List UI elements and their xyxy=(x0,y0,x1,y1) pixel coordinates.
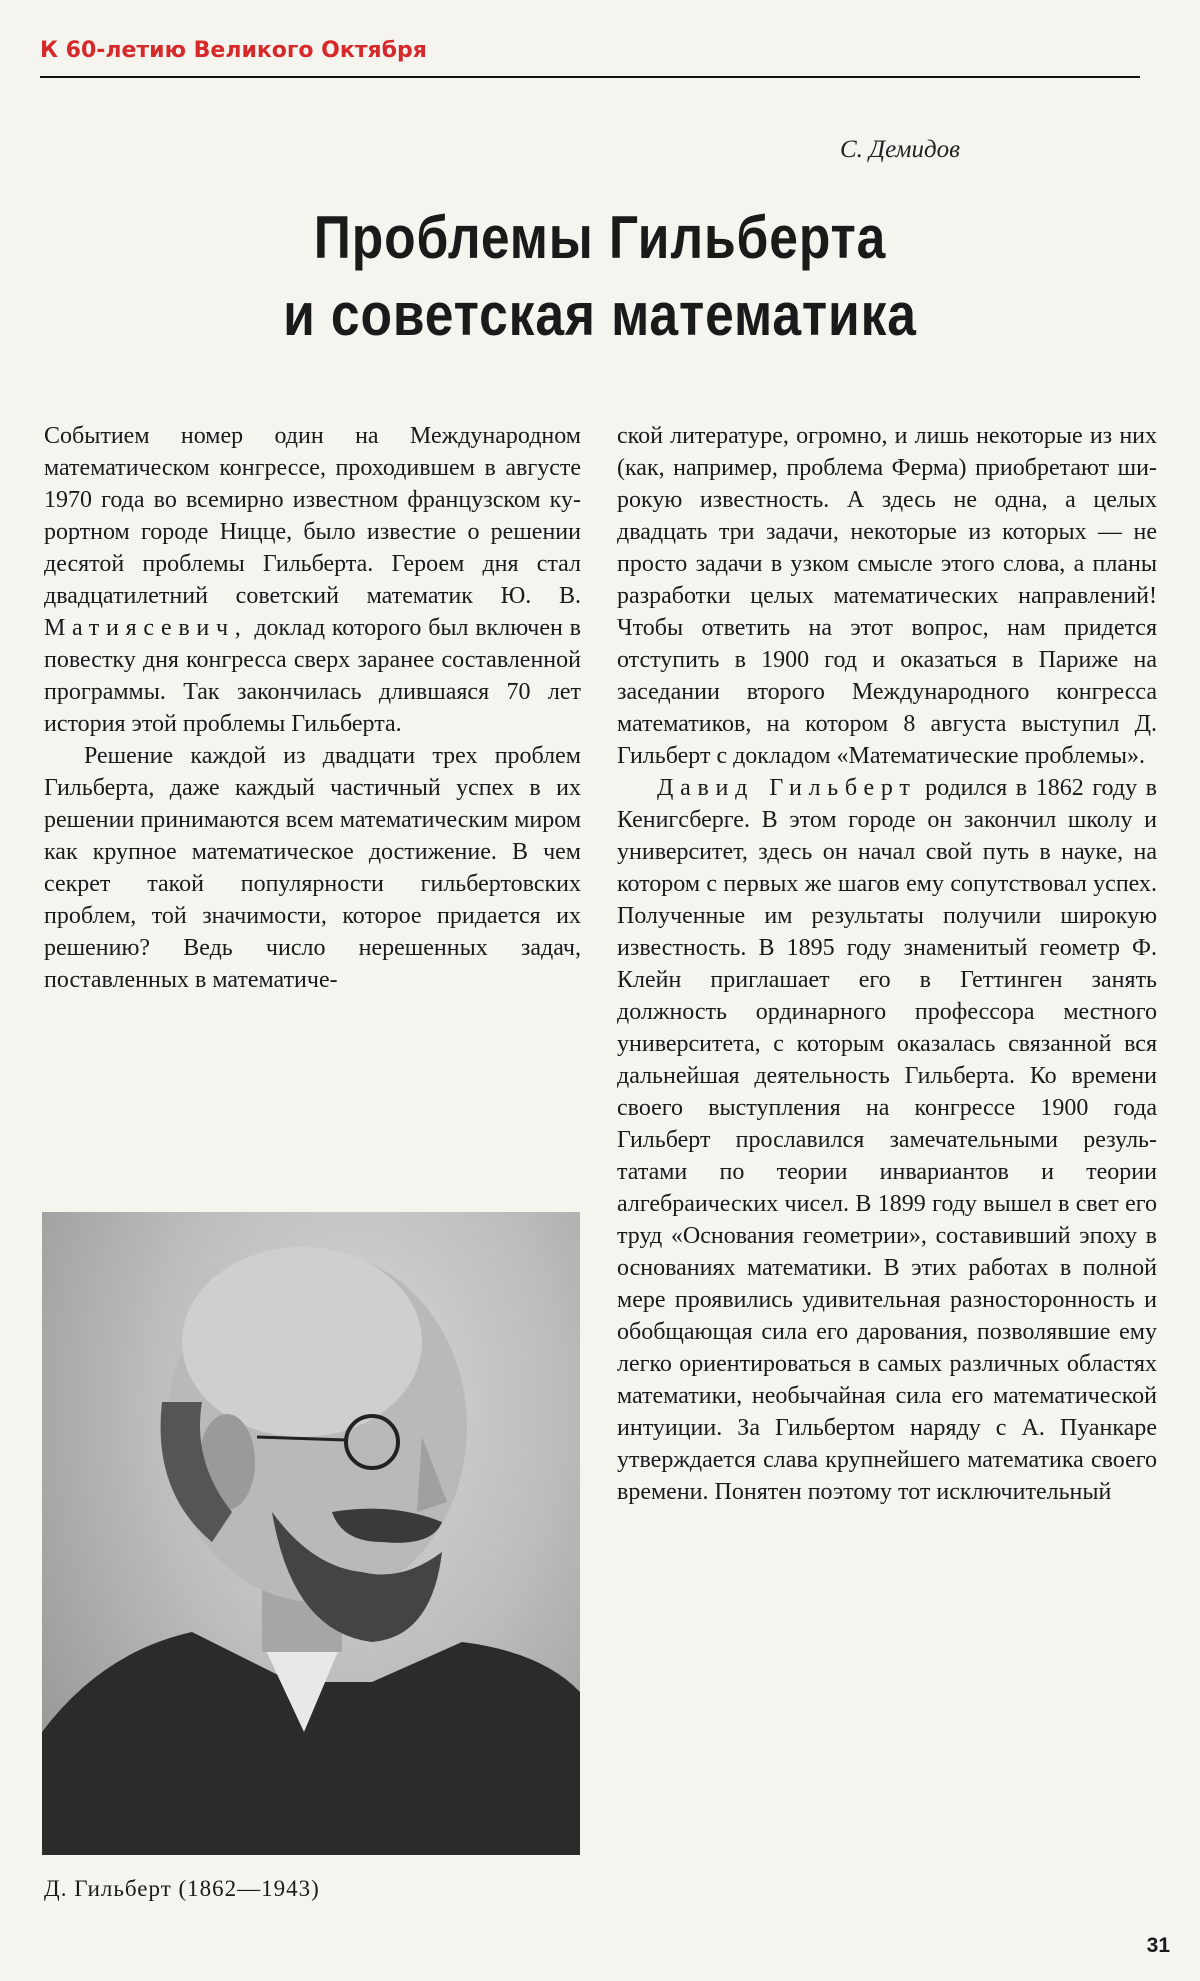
title-line-2: и советская математика xyxy=(283,280,917,348)
left-paragraph-2: Решение каждой из двадцати трех проблем Гильберта, даже каждый частичный успех в их решении принимаются всем математическим миром как крупное математическое достижение. В чем секрет такой популярности гильбертовских проблем, той значимости, которое придается их решению? Ведь число нерешенных задач, поставленных в математиче- xyxy=(44,743,581,993)
portrait-photo xyxy=(42,1212,580,1855)
title-line-1: Проблемы Гильберта xyxy=(313,204,887,271)
right-paragraph-1: ской литературе, огромно, и лишь некоторые из них (как, например, проблема Ферма) приобретают широкую известность. А здесь не одна, а целых двадцать три задачи, некоторые из которых — не просто задачи в узком смысле этого слова, а планы разработки целых математических направлений! Чтобы ответить на этот вопрос, нам придется отступить в 1900 год и оказаться в Париже на заседании второго Международного конгресса математиков, на котором 8 августа выступил Д. Гильберт с докладом «Математические проблемы». xyxy=(617,423,1157,769)
portrait-illustration xyxy=(42,1212,580,1855)
right-column xyxy=(617,420,1157,1508)
right-paragraph-2 xyxy=(617,772,1157,1508)
left-p1-text: Событием номер один на Международном математическом конгрессе, проходившем в августе 1970 года во всемирно известном французском курортном городе Ницце, было известие о решении десятой проблемы Гильберта. Героем дня стал двадцатилетний советский математик Ю. В. xyxy=(44,423,581,609)
article-title xyxy=(84,200,1116,354)
left-paragraph-1 xyxy=(44,420,581,740)
photo-caption: Д. Гильберт (1862—1943) xyxy=(44,1876,320,1901)
left-p1-tail: доклад которого был включен в повестку дня конгресса сверх заранее составленной программы. Так закончилась длившаяся 70 лет история этой проблемы Гильберта. xyxy=(44,615,582,737)
right-p2-spaced-name: Давид Гильберт xyxy=(657,775,917,801)
page-number: 31 xyxy=(1146,1934,1170,1957)
left-p1-spaced-name: Матиясевич, xyxy=(44,615,248,641)
section-rubric: К 60-летию Великого Октября xyxy=(40,38,427,63)
header-rule xyxy=(40,76,1140,78)
author-name: С. Демидов xyxy=(839,136,960,163)
right-p2-text: родился в 1862 году в Кенигсберге. В этом городе он закончил школу и университет, здесь он начал свой путь в науке, на котором с первых же шагов ему сопутствовал успех. Полученные им результаты получили широкую известность. В 1895 году знаменитый геометр Ф. Клейн приглашает его в Геттинген занять должность ординарного профессора местного университета, с которым оказалась связанной вся дальнейшая деятельность Гильберта. Ко времени своего выступления на конгрессе 1900 года Гильберт прославился замечательными результатами по теории инвариантов и теории алгебраических чисел. В 1899 году вышел в свет его труд «Основания геометрии», составивший эпоху в основаниях математики. В этих работах в полной мере проявились удивительная разносторонность и обобщающая сила его дарования, позволявшие ему легко ориентироваться в самых различных областях математики, необычайная сила его математической интуиции. За Гильбертом наряду с А. Пуанкаре утверждается слава крупнейшего математика своего времени. Понятен поэтому тот исключительный xyxy=(617,775,1158,1505)
left-column xyxy=(44,420,581,996)
